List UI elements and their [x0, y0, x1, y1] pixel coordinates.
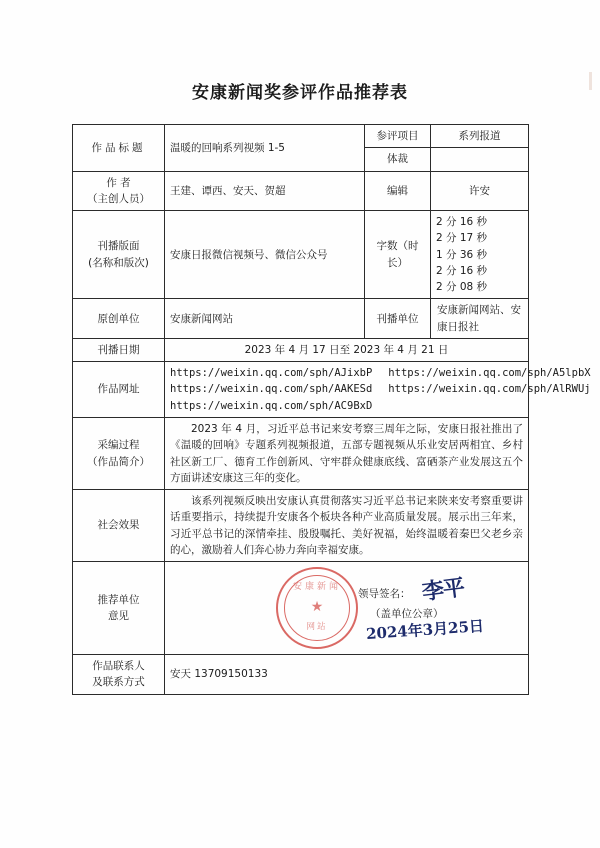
table-row-contact	[73, 655, 529, 695]
label-contact	[73, 655, 165, 695]
label-publication-sub: (名称和版次)	[88, 256, 149, 269]
label-editor: 编辑	[365, 171, 431, 211]
leader-signature-label: 领导签名：	[358, 588, 411, 601]
handwritten-date: 2024年3月25日	[365, 617, 485, 644]
value-genre	[431, 148, 529, 171]
label-review-category: 参评项目	[365, 125, 431, 148]
value-process	[165, 417, 529, 489]
work-url-link[interactable]: https://weixin.qq.com/sph/AJixbP	[170, 367, 373, 380]
label-authors-main: 作 者	[106, 176, 131, 189]
label-publish-unit: 刊播单位	[365, 299, 431, 339]
work-url-link[interactable]: https://weixin.qq.com/sph/A5lpbX	[388, 367, 591, 380]
handwritten-signature: 李平	[420, 574, 466, 606]
value-work-title: 温暖的回响系列视频 1-5	[165, 125, 365, 172]
label-recommendation-main: 推荐单位	[97, 593, 140, 606]
label-authors	[73, 171, 165, 211]
label-publish-date: 刊播日期	[73, 338, 165, 361]
label-contact-main: 作品联系人	[92, 660, 145, 673]
url-row	[170, 381, 591, 397]
value-original-unit: 安康新闻网站	[165, 299, 365, 339]
table-row-work-title	[73, 125, 529, 148]
table-row-publish-date	[73, 338, 529, 361]
label-recommendation-sub: 意见	[108, 610, 129, 623]
table-row-publication	[73, 211, 529, 299]
work-url-link[interactable]: https://weixin.qq.com/sph/AlRWUj	[388, 383, 591, 396]
value-publication: 安康日报微信视频号、微信公众号	[165, 211, 365, 299]
work-url-link[interactable]: https://weixin.qq.com/sph/AC9BxD	[170, 399, 373, 412]
stamp-text-top: 安康新闻	[292, 582, 341, 593]
url-row	[170, 398, 523, 414]
label-social-effect: 社会效果	[73, 490, 165, 562]
stamp-text-bottom: 网站	[306, 621, 328, 632]
label-recommendation	[73, 562, 165, 655]
table-row-authors	[73, 171, 529, 211]
official-seal-stamp-icon	[276, 567, 358, 649]
label-publication	[73, 211, 165, 299]
label-original-unit: 原创单位	[73, 299, 165, 339]
seal-hint-label: （盖单位公章）	[370, 608, 444, 621]
duration-item: 2 分 16 秒	[436, 216, 488, 229]
label-publication-main: 刊播版面	[97, 240, 140, 253]
signature-area	[170, 565, 523, 651]
value-contact: 安天 13709150133	[165, 655, 529, 695]
value-editor: 许安	[431, 171, 529, 211]
value-authors: 王建、谭西、安天、贺超	[165, 171, 365, 211]
social-effect-text: 该系列视频反映出安康认真贯彻落实习近平总书记来陕来安考察重要讲话重要指示，持续提升安康各个板块各种产业高质量发展。展示出三年来，习近平总书记的深情牵挂、殷殷嘱托、美好祝福，始终温暖着秦巴父老乡亲的心，激励着人们奔心协力奔向幸福安康。	[170, 495, 523, 556]
label-process-main: 采编过程	[97, 439, 140, 452]
label-word-count-duration: 字数（时长）	[365, 211, 431, 299]
value-publish-unit: 安康新闻网站、安康日报社	[431, 299, 529, 339]
duration-item: 1 分 36 秒	[436, 248, 488, 261]
table-row-work-url	[73, 362, 529, 418]
value-work-urls	[165, 362, 591, 418]
table-row-recommendation	[73, 562, 529, 655]
label-process	[73, 417, 165, 489]
label-process-sub: （作品简介）	[87, 455, 150, 468]
process-text: 2023 年 4 月，习近平总书记来安考察三周年之际，安康日报社推出了《温暖的回响》专题系列视频报道，五部专题视频从乐业安居两相宜、乡村社区新工厂、德育工作创新风、守牢群众健康底线、富硒茶产业发展这五个方面讲述安康这三年的变化。	[170, 422, 523, 484]
work-url-link[interactable]: https://weixin.qq.com/sph/AAKESd	[170, 383, 373, 396]
label-authors-sub: （主创人员）	[87, 192, 150, 205]
value-social-effect	[165, 490, 529, 562]
page-title: 安康新闻奖参评作品推荐表	[192, 83, 408, 103]
value-publish-date: 2023 年 4 月 17 日至 2023 年 4 月 21 日	[165, 338, 529, 361]
value-recommendation	[165, 562, 529, 655]
label-work-title: 作品标题	[73, 125, 165, 172]
label-genre: 体裁	[365, 148, 431, 171]
label-contact-sub: 及联系方式	[92, 676, 145, 689]
table-row-process	[73, 417, 529, 489]
stamp-star-icon: ★	[310, 599, 324, 616]
label-work-url: 作品网址	[73, 362, 165, 418]
duration-item: 2 分 16 秒	[436, 264, 488, 277]
table-row-social-effect	[73, 490, 529, 562]
duration-item: 2 分 17 秒	[436, 232, 488, 245]
duration-item: 2 分 08 秒	[436, 281, 488, 294]
value-review-category: 系列报道	[431, 125, 529, 148]
url-row	[170, 365, 591, 381]
table-row-original-unit	[73, 299, 529, 339]
recommendation-form-table	[72, 124, 591, 695]
value-durations	[431, 211, 529, 299]
